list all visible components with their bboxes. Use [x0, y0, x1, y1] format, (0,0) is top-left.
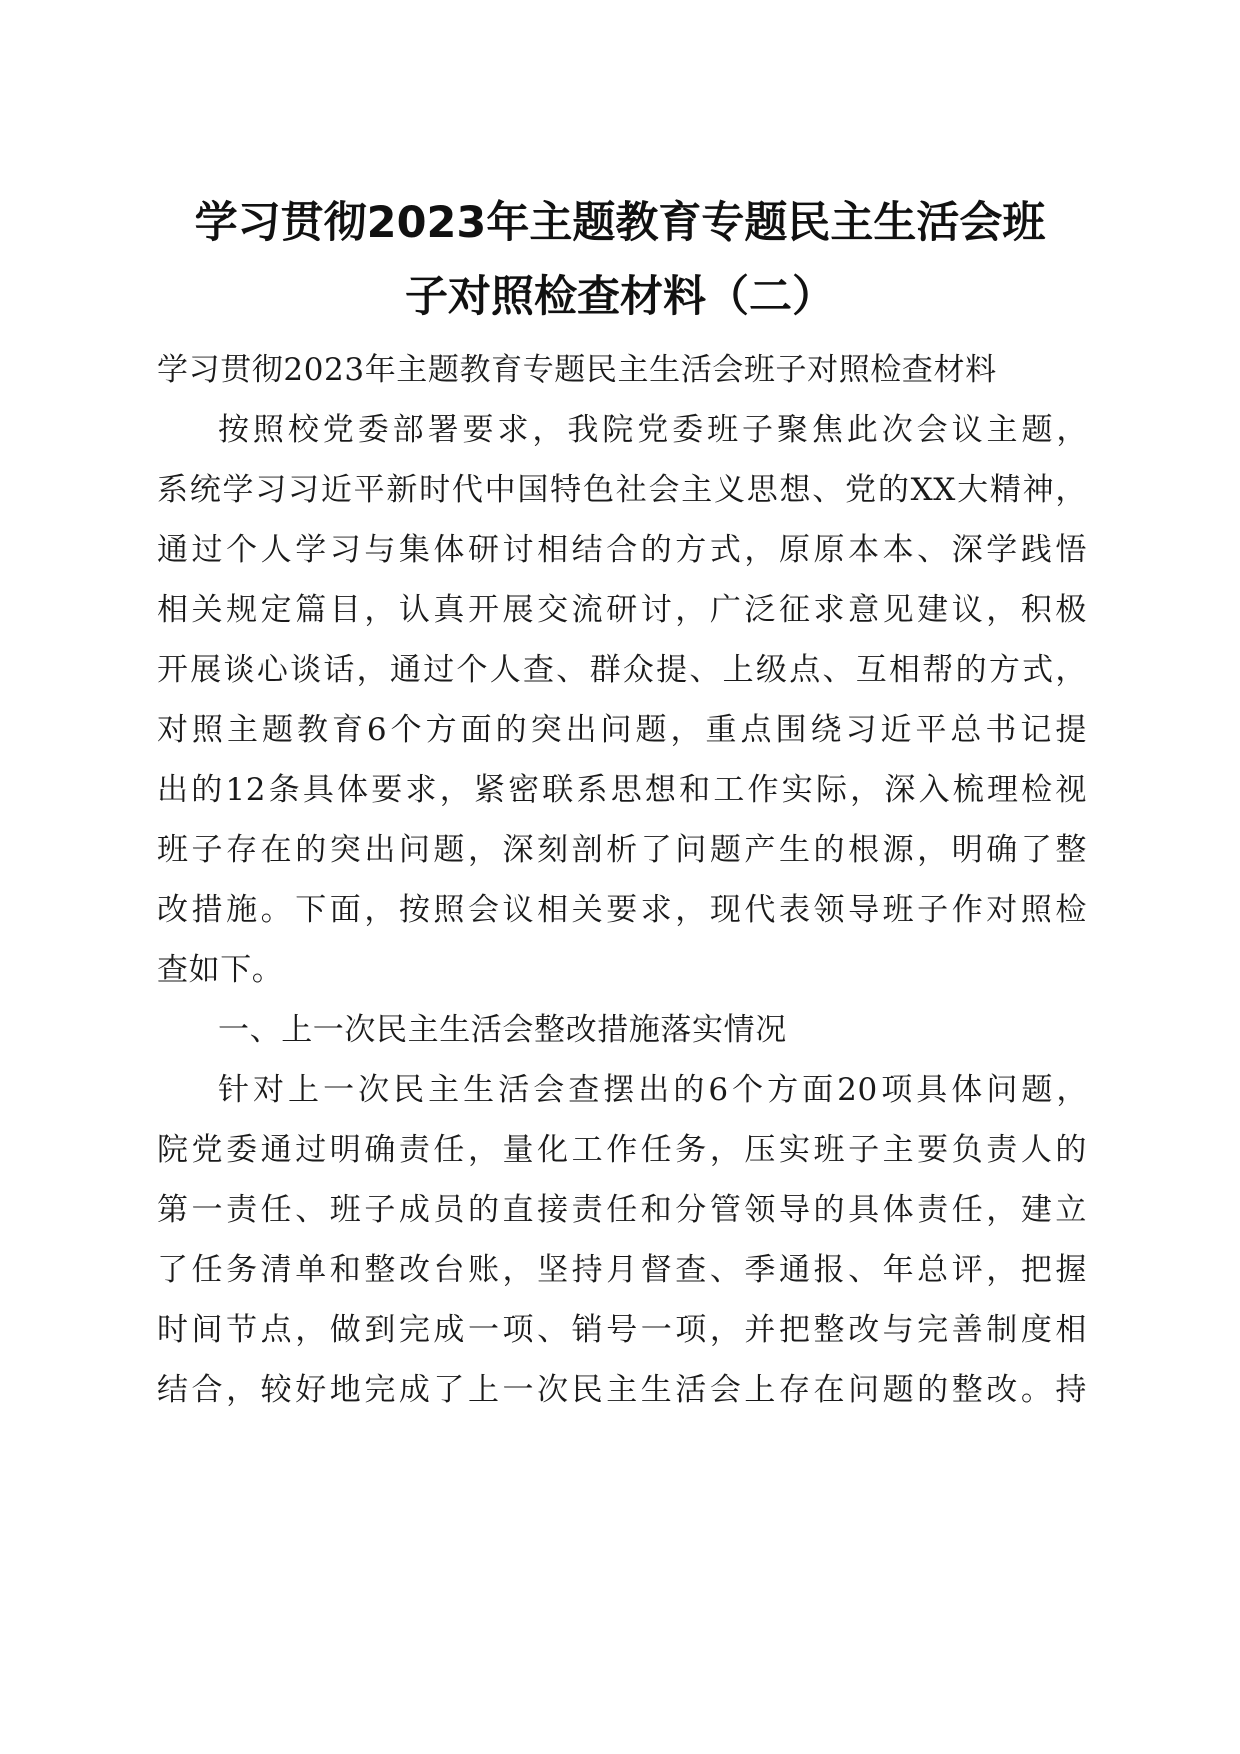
paragraph-1-line-4: 相关规定篇目，认真开展交流研讨，广泛征求意见建议，积极 — [157, 592, 1087, 628]
paragraph-1-line-5: 开展谈心谈话，通过个人查、群众提、上级点、互相帮的方式， — [157, 652, 1087, 688]
document-title — [140, 186, 1100, 334]
paragraph-2-line-5: 时间节点，做到完成一项、销号一项，并把整改与完善制度相 — [157, 1312, 1087, 1348]
paragraph-2-line-1: 针对上一次民主生活会查摆出的6个方面20项具体问题， — [218, 1072, 1088, 1108]
paragraph-2-line-4: 了任务清单和整改台账，坚持月督查、季通报、年总评，把握 — [157, 1252, 1087, 1288]
section-1-heading: 一、上一次民主生活会整改措施落实情况 — [218, 1012, 787, 1048]
paragraph-1-line-9: 改措施。下面，按照会议相关要求，现代表领导班子作对照检 — [157, 892, 1087, 928]
paragraph-1-line-7: 出的12条具体要求，紧密联系思想和工作实际，深入梳理检视 — [157, 772, 1087, 808]
paragraph-1-line-6: 对照主题教育6个方面的突出问题，重点围绕习近平总书记提 — [157, 712, 1087, 748]
paragraph-1-line-1: 按照校党委部署要求，我院党委班子聚焦此次会议主题， — [218, 412, 1088, 448]
document-subtitle: 学习贯彻2023年主题教育专题民主生活会班子对照检查材料 — [157, 352, 997, 388]
paragraph-2-line-3: 第一责任、班子成员的直接责任和分管领导的具体责任，建立 — [157, 1192, 1087, 1228]
title-line-1: 学习贯彻2023年主题教育专题民主生活会班 — [194, 198, 1046, 248]
paragraph-2-line-6: 结合，较好地完成了上一次民主生活会上存在问题的整改。持 — [157, 1372, 1087, 1408]
paragraph-1-line-10: 查如下。 — [157, 952, 284, 988]
paragraph-2-line-2: 院党委通过明确责任，量化工作任务，压实班子主要负责人的 — [157, 1132, 1087, 1168]
paragraph-1-line-8: 班子存在的突出问题，深刻剖析了问题产生的根源，明确了整 — [157, 832, 1087, 868]
paragraph-1-line-3: 通过个人学习与集体研讨相结合的方式，原原本本、深学践悟 — [157, 532, 1087, 568]
paragraph-1-line-2: 系统学习习近平新时代中国特色社会主义思想、党的XX大精神， — [157, 472, 1087, 508]
title-line-2: 子对照检查材料（二） — [405, 272, 835, 322]
